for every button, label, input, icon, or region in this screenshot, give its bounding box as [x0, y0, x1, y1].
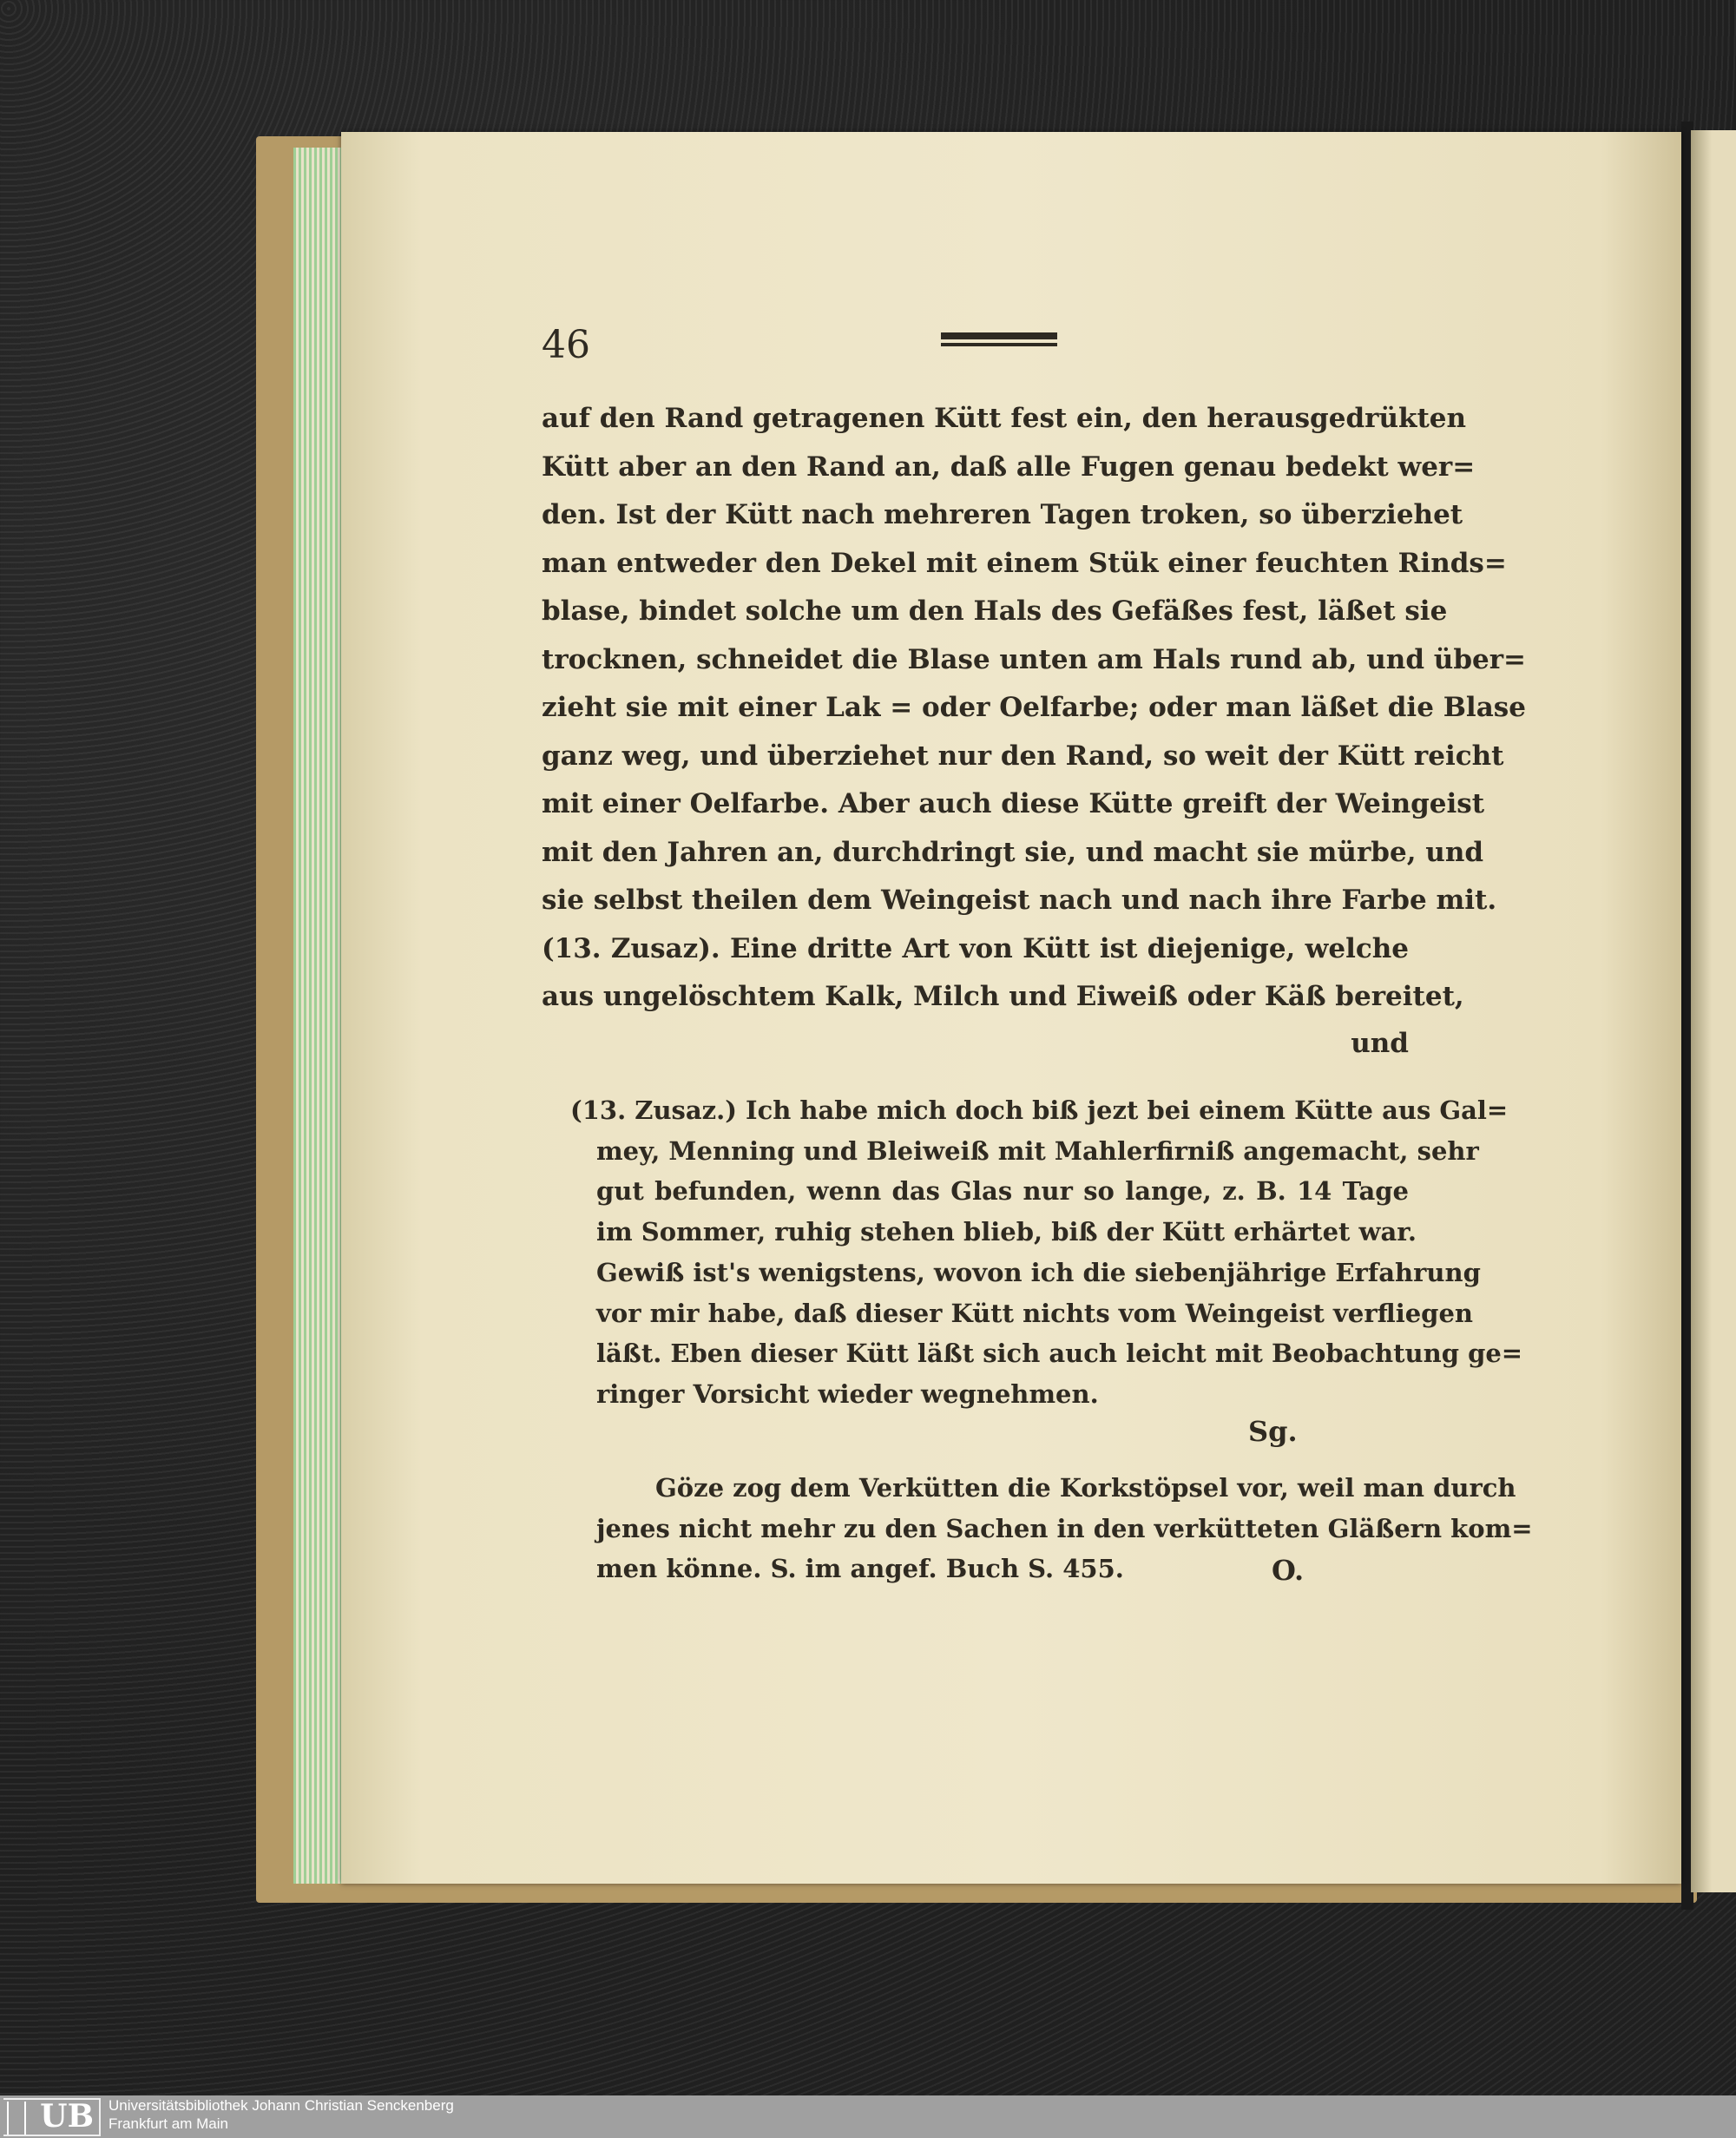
- header-rule: [941, 332, 1057, 346]
- text-line: aus ungelöschtem Kalk, Milch und Eiweiß oder Käß bereitet,: [542, 981, 1464, 1012]
- page-edges: [293, 148, 344, 1884]
- footer-location: Frankfurt am Main: [108, 2115, 228, 2132]
- text-line: sie selbst theilen dem Weingeist nach und nach ihre Farbe mit.: [542, 885, 1497, 916]
- footnote-signature: Sg.: [1248, 1415, 1298, 1448]
- text-line: mit den Jahren an, durchdringt sie, und macht sie mürbe, und: [542, 836, 1484, 868]
- text-line: men könne. S. im angef. Buch S. 455.: [596, 1554, 1124, 1583]
- text-line: Kütt aber an den Rand an, daß alle Fugen genau bedekt wer=: [542, 451, 1476, 483]
- text-line: (13. Zusaz.) Ich habe mich doch biß jezt bei einem Kütte aus Gal=: [570, 1095, 1509, 1125]
- text-line: man entweder den Dekel mit einem Stük einer feuchten Rinds=: [542, 547, 1507, 579]
- text-line: auf den Rand getragenen Kütt fest ein, den herausgedrükten: [542, 403, 1467, 434]
- text-line: Göze zog dem Verkütten die Korkstöpsel vor, weil man durch: [655, 1473, 1516, 1503]
- text-line: mey, Menning und Bleiweiß mit Mahlerfirniß angemacht, sehr: [596, 1135, 1479, 1166]
- text-line: vor mir habe, daß dieser Kütt nichts vom Weingeist verfliegen: [596, 1298, 1473, 1328]
- catchword: und: [1351, 1028, 1409, 1059]
- text-line: Gewiß ist's wenigstens, wovon ich die siebenjährige Erfahrung: [596, 1257, 1481, 1287]
- footer-library-name: Universitätsbibliothek Johann Christian Senckenberg: [108, 2097, 454, 2114]
- library-logo: [3, 2098, 101, 2136]
- text-line: zieht sie mit einer Lak = oder Oelfarbe; oder man läßet die Blase: [542, 692, 1526, 723]
- text-line: läßt. Eben dieser Kütt läßt sich auch leicht mit Beobachtung ge=: [596, 1339, 1523, 1369]
- text-line: im Sommer, ruhig stehen blieb, biß der Kütt erhärtet war.: [596, 1217, 1417, 1247]
- page-number: 46: [542, 323, 590, 367]
- text-line: jenes nicht mehr zu den Sachen in den verkütteten Gläßern kom=: [596, 1513, 1533, 1543]
- note-signature: O.: [1272, 1554, 1305, 1587]
- text-line: ringer Vorsicht wieder wegnehmen.: [596, 1378, 1099, 1409]
- logo-text: UB: [40, 2098, 94, 2135]
- text-line: den. Ist der Kütt nach mehreren Tagen troken, so überziehet: [542, 499, 1463, 530]
- text-line: (13. Zusaz). Eine dritte Art von Kütt ist diejenige, welche: [542, 932, 1409, 964]
- text-line: mit einer Oelfarbe. Aber auch diese Kütte greift der Weingeist: [542, 788, 1485, 819]
- text-line: trocknen, schneidet die Blase unten am Hals rund ab, und über=: [542, 643, 1527, 675]
- text-line: blase, bindet solche um den Hals des Gefäßes fest, läßet sie: [542, 595, 1448, 627]
- facing-page-edge: [1691, 130, 1736, 1892]
- text-line: ganz weg, und überziehet nur den Rand, so weit der Kütt reicht: [542, 740, 1504, 772]
- text-line: gut befunden, wenn das Glas nur so lange, z. B. 14 Tage: [596, 1176, 1409, 1207]
